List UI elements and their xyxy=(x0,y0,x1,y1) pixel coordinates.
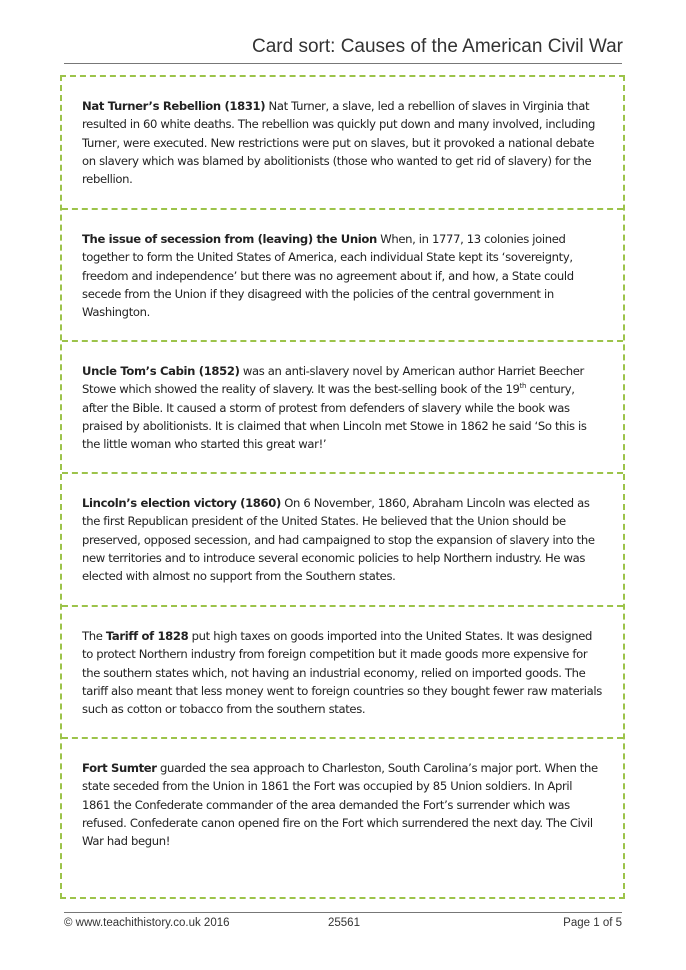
card-fort-sumter xyxy=(62,737,623,897)
card-tariff xyxy=(62,605,623,738)
card-heading: Fort Sumter xyxy=(82,761,157,775)
card-nat-turner xyxy=(62,77,623,210)
page-title: Card sort: Causes of the American Civil War xyxy=(252,36,623,57)
card-text: put high taxes on goods imported into the United States. It was designed to protect Northern industry from foreign competition but it made goods more expensive for the southern states which, not having an industrial economy, relied on imported goods. The tariff also meant that less money went to foreign countries so they bought fewer raw materials such as cotton or tobacco from the southern states. xyxy=(82,629,602,717)
superscript: th xyxy=(519,382,527,391)
card-heading: Lincoln’s election victory (1860) xyxy=(82,496,281,510)
header-divider xyxy=(64,63,622,64)
card-text: guarded the sea approach to Charleston, South Carolina’s major port. When the state seceded from the Union in 1861 the Fort was occupied by 85 Union soldiers. In April 1861 the Confederate commander of the area demanded the Fort’s surrender which was refused. Confederate canon opened fire on the Fort which surrendered the next day. The Civil War had begun! xyxy=(82,761,598,849)
card-sort-grid xyxy=(60,75,625,899)
card-text-cont: century, after the Bible. It caused a storm of protest from defenders of slavery while the book was praised by abolitionists. It is claimed that when Lincoln met Stowe in 1862 he said ‘So this is the little woman who started this great war!’ xyxy=(82,382,587,452)
card-heading: The issue of secession from (leaving) the Union xyxy=(82,232,377,246)
card-secession xyxy=(62,208,623,341)
footer-copyright: © www.teachithistory.co.uk 2016 xyxy=(64,917,230,929)
card-heading: Nat Turner’s Rebellion (1831) xyxy=(82,99,266,113)
footer-divider xyxy=(64,912,622,913)
card-text: On 6 November, 1860, Abraham Lincoln was elected as the first Republican president of the United States. He believed that the Union should be preserved, opposed secession, and had campaigned to stop the expansion of slavery into the new territories and to introduce several economic policies to help Northern industry. He was elected with almost no support from the Southern states. xyxy=(82,496,595,584)
card-heading: Uncle Tom’s Cabin (1852) xyxy=(82,364,240,378)
card-heading: Tariff of 1828 xyxy=(105,629,189,643)
footer-code: 25561 xyxy=(328,917,360,929)
card-text: When, in 1777, 13 colonies joined together to form the United States of America, each individual State kept its ‘sovereignty, freedom and independence’ but there was no agreement about if, and how, a State could secede from the Union if they disagreed with the policies of the central government in Washington. xyxy=(82,232,574,320)
card-text: Nat Turner, a slave, led a rebellion of slaves in Virginia that resulted in 60 white deaths. The rebellion was quickly put down and many involved, including Turner, were executed. New restrictions were put on slaves, but it provoked a national debate on slavery which was blamed by abolitionists (those who wanted to get rid of slavery) for the rebellion. xyxy=(82,99,596,187)
card-uncle-toms-cabin xyxy=(62,340,623,473)
card-prefix: The xyxy=(82,629,106,643)
footer-page-number: Page 1 of 5 xyxy=(563,917,622,929)
card-text: was an anti-slavery novel by American author Harriet Beecher Stowe which showed the reality of slavery. It was the best-selling book of the 19 xyxy=(82,364,584,397)
card-lincoln-election xyxy=(62,472,623,605)
